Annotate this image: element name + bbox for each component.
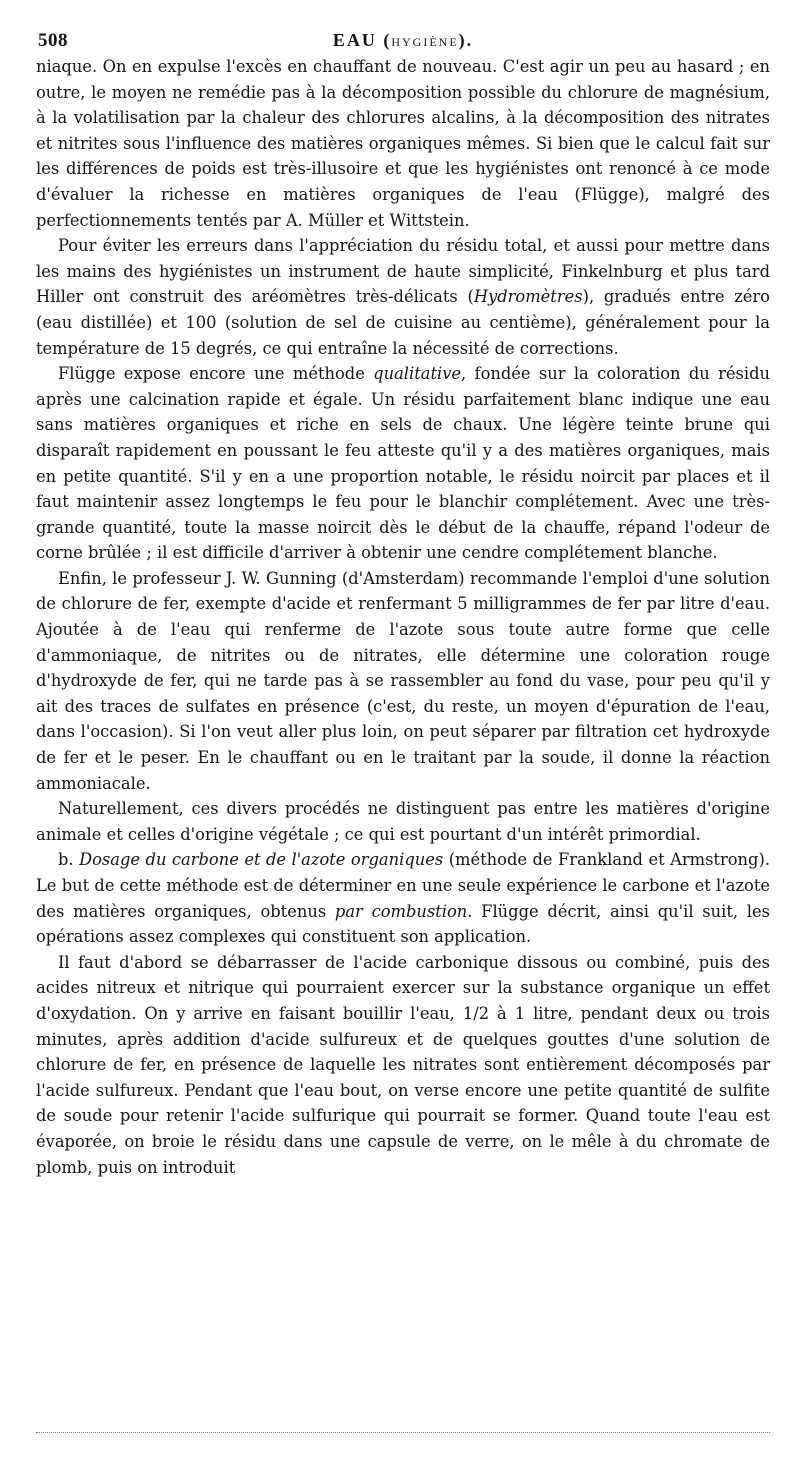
paragraph-areometers: Pour éviter les erreurs dans l'appréciation du résidu total, et aussi pour mettre dans les mains des hygiénistes un instrument de haute simplicité, Finkelnburg et plus tard Hiller ont construit des aréomètres très-délicats (Hydromètres), gradués entre zéro (eau distillée) et 100 (solution de sel de cuisine au centième), généralement pour la température de 15 degrés, ce qui entraîne la nécessité de corrections. bbox=[36, 236, 770, 358]
paragraph-origin: Naturellement, ces divers procédés ne distinguent pas entre les matières d'origine animale et celles d'origine végétale ; ce qui est pourtant d'un intérêt primordial. bbox=[36, 799, 770, 844]
section-b-heading: Dosage du carbone et de l'azote organiques bbox=[79, 850, 444, 870]
paragraph-section-b: b. Dosage du carbone et de l'azote organiques (méthode de Frankland et Armstrong). Le but de cette méthode est de déterminer en une seule expérience le carbone et l'azote des matières organiques, obtenus par combustion. Flügge décrit, ainsi qu'il suit, les opérations assez complexes qui constituent son application. bbox=[36, 850, 770, 947]
body-text bbox=[36, 54, 770, 1180]
running-head bbox=[36, 26, 770, 54]
running-title: EAU (HYGIÈNE). bbox=[332, 30, 474, 50]
paragraph-gunning: Enfin, le professeur J. W. Gunning (d'Amsterdam) recommande l'emploi d'une solution de chlorure de fer, exempte d'acide et renfermant 5 milligrammes de fer par litre d'eau. Ajoutée à de l'eau qui renferme de l'azote sous toute autre forme que celle d'ammoniaque, de nitrites ou de nitrates, elle détermine une coloration rouge d'hydroxyde de fer, qui ne tarde pas à se rassembler au fond du vase, pour peu qu'il y ait des traces de sulfates en présence (c'est, du reste, un moyen d'épuration de l'eau, dans l'occasion). Si l'on veut aller plus loin, on peut séparer par filtration cet hydroxyde de fer et le peser. En le chauffant ou en le traitant par la soude, il donne la réaction ammoniacale. bbox=[36, 568, 770, 793]
running-title-subject: HYGIÈNE bbox=[391, 35, 459, 49]
paragraph-qualitative-method: Flügge expose encore une méthode qualitative, fondée sur la coloration du résidu après une calcination rapide et égale. Un résidu parfaitement blanc indique une eau sans matières organiques et riche en sels de chaux. Une légère teinte brune qui disparaît rapidement en poussant le feu atteste qu'il y a des matières organiques, mais en petite quantité. S'il y en a une proportion notable, le résidu noircit par places et il faut maintenir assez longtemps le feu pour le blanchir complétement. Avec une très-grande quantité, toute la masse noircit dès le début de la chauffe, répand l'odeur de corne brûlée ; il est difficile d'arriver à obtenir une cendre complétement blanche. bbox=[36, 364, 770, 563]
page-number: 508 bbox=[38, 30, 68, 51]
paragraph-continuation: niaque. On en expulse l'excès en chauffant de nouveau. C'est agir un peu au hasard ; en outre, le moyen ne remédie pas à la décomposition possible du chlorure de magnésium, à la volatilisation par la chaleur des chlorures alcalins, à la décomposition des nitrates et nitrites sous l'influence des matières organiques mêmes. Si bien que le calcul fait sur les différences de poids est très-illusoire et que les hygiénistes ont renoncé à ce mode d'évaluer la richesse en matières organiques de l'eau (Flügge), malgré des perfectionnements tentés par A. Müller et Wittstein. bbox=[36, 57, 770, 230]
running-title-main: EAU bbox=[332, 30, 377, 50]
footer-dotted-rule bbox=[36, 1432, 770, 1433]
paragraph-procedure: Il faut d'abord se débarrasser de l'acide carbonique dissous ou combiné, puis des acides nitreux et nitrique qui pourraient exercer sur la substance organique un effet d'oxydation. On y arrive en faisant bouillir l'eau, 1/2 à 1 litre, pendant deux ou trois minutes, après addition d'acide sulfureux et de quelques gouttes d'une solution de chlorure de fer, en présence de laquelle les nitrates sont entièrement décomposés par l'acide sulfureux. Pendant que l'eau bout, on verse encore une petite quantité de sulfite de soude pour retenir l'acide sulfurique qui pourrait se former. Quand toute l'eau est évaporée, on broie le résidu dans une capsule de verre, on le mêle à du chromate de plomb, puis on introduit bbox=[36, 952, 770, 1177]
